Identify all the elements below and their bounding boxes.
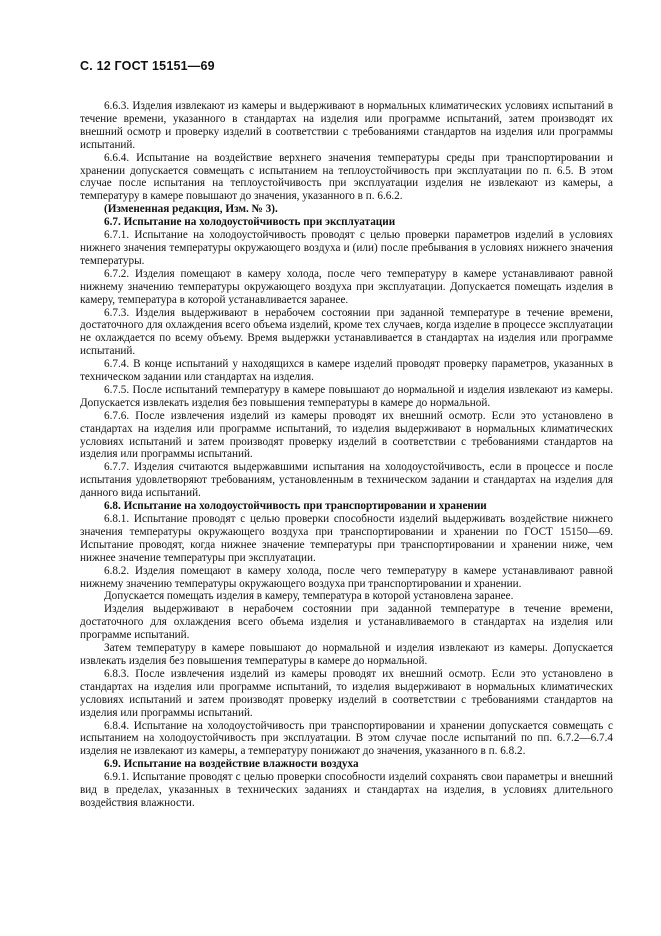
paragraph-6-7-5: 6.7.5. После испытаний температуру в камере повышают до нормальной и изделия извлекают из камеры. Допускается извлекать изделия без повышения температуры в камере до нормальной. — [80, 383, 613, 409]
paragraph-6-8-2-continued-1: Допускается помещать изделия в камеру, температура в которой установлена заранее. — [104, 590, 514, 603]
paragraph-6-7-3: 6.7.3. Изделия выдерживают в нерабочем состоянии при заданной температуре в течение времени, достаточного для охлаждения всего объема изделий, кроме тех случаев, когда изделие в процессе эксплуатации не охлаждается по всему объему. Время выдержки устанавливается в стандартах на изделия или программе испытаний. — [80, 306, 613, 358]
paragraph-6-7-4: 6.7.4. В конце испытаний у находящихся в камере изделий проводят проверку параметров, указанных в техническом задании или стандартах на изделия. — [80, 358, 613, 384]
paragraph-6-8-1: 6.8.1. Испытание проводят с целью проверки способности изделий выдерживать воздействие нижнего значения температуры окружающего воздуха при транспортировании и хранении по ГОСТ 15150—69. Испытание проводят, когда нижнее значение температуры при транспортировании и хранении ниже, чем нижнее значение температуры при эксплуатации. — [80, 513, 613, 564]
paragraph-6-8-3: 6.8.3. После извлечения изделий из камеры проводят их внешний осмотр. Если это установлено в стандартах на изделия или программе испытаний, то изделия выдерживают в нормальных климатических условиях испытаний и затем производят проверку изделий в соответствии с требованиями стандартов на изделия или программы испытаний. — [80, 667, 613, 719]
paragraph-6-6-3: 6.6.3. Изделия извлекают из камеры и выдерживают в нормальных климатических условиях испытаний в течение времени, указанного в стандартах на изделия или программе испытаний, затем производят их внешний осмотр и проверку изделий в соответствии с требованиями стандартов на изделия или программы испытаний. — [80, 100, 613, 151]
document-body — [80, 100, 613, 810]
paragraph-6-8-2-continued-2: Изделия выдерживают в нерабочем состоянии при заданной температуре в течение времени, достаточного для охлаждения всего объема изделия и устанавливаемого в стандартах на изделия или программе испытаний. — [80, 603, 613, 642]
paragraph-6-6-4: 6.6.4. Испытание на воздействие верхнего значения температуры среды при транспортировании и хранении допускается совмещать с испытанием на теплоустойчивость при эксплуатации по п. 6.5. В этом случае после испытания на теплоустойчивость при эксплуатации изделия не извлекают из камеры, а температуру в камере повышают до значения, указанного в п. 6.6.2. — [80, 151, 613, 203]
page-header: С. 12 ГОСТ 15151—69 — [80, 59, 215, 73]
paragraph-6-8-2: 6.8.2. Изделия помещают в камеру холода, после чего температуру в камере устанавливают равной нижнему значению температуры окружающего воздуха при транспортировании и хранении. — [80, 564, 613, 590]
paragraph-6-7-6: 6.7.6. После извлечения изделий из камеры проводят их внешний осмотр. Если это установлено в стандартах на изделия или программе испытаний, то изделия выдерживают в нормальных климатических условиях испытаний и затем производят проверку изделий в соответствии с требованиями стандартов на изделия или программы испытаний. — [80, 409, 613, 461]
section-heading-6-8: 6.8. Испытание на холодоустойчивость при транспортировании и хранении — [104, 500, 487, 513]
paragraph-6-7-7: 6.7.7. Изделия считаются выдержавшими испытания на холодоустойчивость, если в процессе и после испытания удовлетворяют требованиям, установленным в техническом задании и стандартах на изделия для данного вида испытаний. — [80, 461, 613, 500]
amendment-note: (Измененная редакция, Изм. № 3). — [104, 203, 278, 216]
paragraph-6-7-1: 6.7.1. Испытание на холодоустойчивость проводят с целью проверки параметров изделий в условиях нижнего значения температуры окружающего воздуха и (или) после пребывания в условиях нижнего значения температуры. — [80, 229, 613, 267]
paragraph-6-7-2: 6.7.2. Изделия помещают в камеру холода, после чего температуру в камере устанавливают равной нижнему значению температуры окружающего воздуха при эксплуатации. Допускается помещать изделия в камеру, температура в которой устанавливается заранее. — [80, 267, 613, 306]
section-heading-6-7: 6.7. Испытание на холодоустойчивость при эксплуатации — [104, 216, 396, 229]
paragraph-6-8-4: 6.8.4. Испытание на холодоустойчивость при транспортировании и хранении допускается совмещать с испытанием на холодоустойчивость при эксплуатации. В этом случае после испытаний по пп. 6.7.2—6.7.4 изделия не извлекают из камеры, а температуру понижают до значения, указанного в п. 6.8.2. — [80, 719, 613, 758]
section-heading-6-9: 6.9. Испытание на воздействие влажности воздуха — [104, 758, 359, 771]
paragraph-6-8-2-continued-3: Затем температуру в камере повышают до нормальной и изделия извлекают из камеры. Допускается извлекать изделия без повышения температуры в камере до нормальной. — [80, 642, 613, 667]
paragraph-6-9-1: 6.9.1. Испытание проводят с целью проверки способности изделий сохранять свои параметры и внешний вид в пределах, указанных в технических заданиях и стандартах на изделия, в условиях длительного воздействия влажности. — [80, 771, 613, 809]
